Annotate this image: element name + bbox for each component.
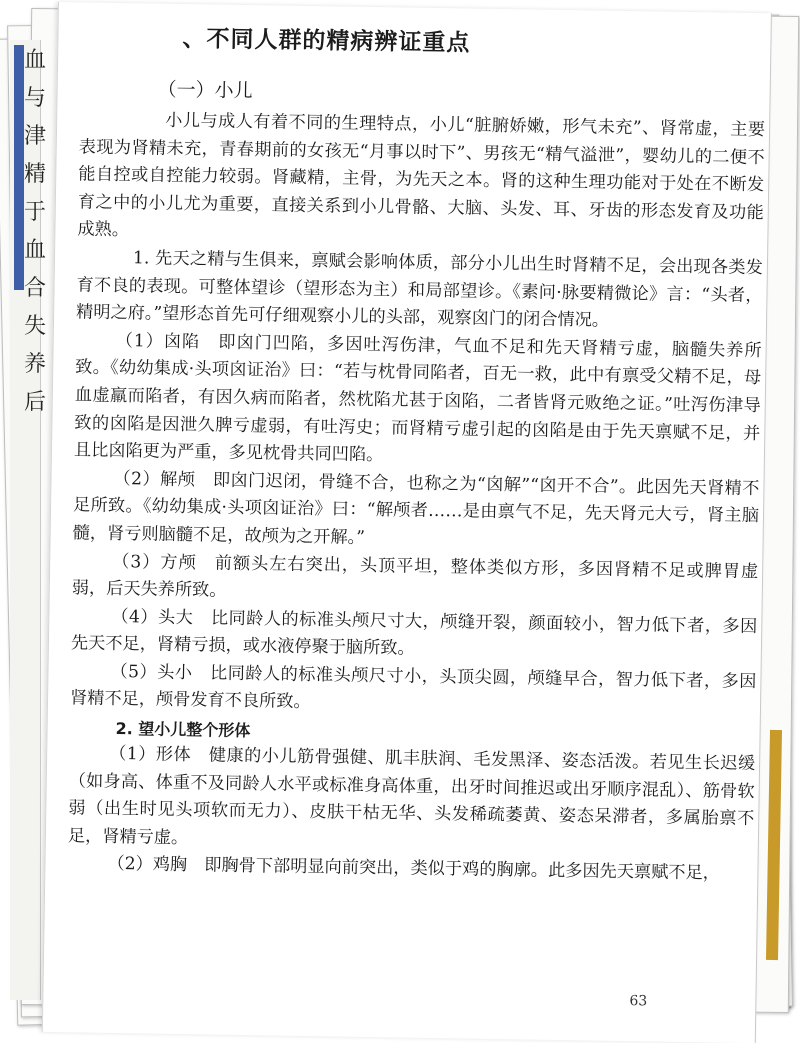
paragraph: （1）形体 健康的小儿筋骨强健、肌丰肤润、毛发黑泽、姿态活泼。若见生长迟缓（如身高、体重不及同龄人水平或标准身高体重，出牙时间推迟或出牙顺序混乱）、筋骨软弱（出生时见头项软而无力）、皮肤干枯无华、头发稀疏萎黄、姿态呆滞者，多属胎禀不足，肾精亏虚。 bbox=[67, 743, 756, 848]
book-edge-color bbox=[14, 45, 24, 290]
paragraph: （5）头小 比同龄人的标准头颅尺寸小，头顶尖圆，颅缝早合，智力低下者，多因肾精不足，颅骨发育不良所致。 bbox=[69, 661, 757, 713]
edge-text-line: 失养 bbox=[24, 314, 47, 377]
edge-text-line: 后 bbox=[24, 390, 47, 415]
paragraph: （3）方颅 前额头左右突出，头顶平坦，整体类似方形，多因肾精不足或脾胃虚弱，后天失养所致。 bbox=[71, 551, 759, 601]
edge-text-line: 血 bbox=[24, 48, 47, 73]
previous-page-edge-text bbox=[24, 42, 52, 422]
paragraph: 小儿与成人有着不同的生理特点，小儿“脏腑娇嫩，形气未充”、肾常虚，主要表现为肾精未充，青春期前的女孩无“月事以时下”、男孩无“精气溢泄”，婴幼儿的二便不能自控或自控能力较弱。肾藏精，主骨，为先天之本。肾的这种生理功能对于处在不断发育之中的小儿尤为重要，直接关系到小儿骨骼、大脑、头发、耳、牙齿的形态发育及功能成熟。 bbox=[77, 110, 766, 241]
edge-text-line: 血合 bbox=[24, 238, 47, 301]
chapter-heading: 、不同人群的精病辨证重点 bbox=[182, 25, 471, 57]
paragraph: （1）囟陷 即囟门凹陷，多因吐泻伤津，气血不足和先天肾精亏虚，脑髓失养所致。《幼幼集成·头项囟证治》曰：“若与枕骨同陷者，百无一救，此中有禀受父精不足，母血虚羸而陷者，有因久病而陷者，然枕陷尤甚于囟陷，二者皆肾元败绝之证。”吐泻伤津导致的囟陷是因泄久脾亏虚弱，有吐泻史；而肾精亏虚引起的囟陷是由于先天禀赋不足，并且比囟陷更为严重，多见枕骨共同凹陷。 bbox=[73, 330, 762, 466]
subsection-heading: 2. 望小儿整个形体 bbox=[115, 719, 251, 741]
paragraph: 1. 先天之精与生俱来，禀赋会影响体质，部分小儿出生时肾精不足，会出现各类发育不良的表现。可整体望诊（望形态为主）和局部望诊。《素问·脉要精微论》言：“头者，精明之府。”望形态首先可仔细观察小儿的头部，观察囟门的闭合情况。 bbox=[75, 248, 764, 331]
section-title: （一）小儿 bbox=[157, 78, 253, 103]
paragraph: （4）头大 比同龄人的标准头颅尺寸大，颅缝开裂，颜面较小，智力低下者，多因先天不足，肾精亏损，或水液停聚于脑所致。 bbox=[70, 606, 758, 659]
paragraph: （2）鸡胸 即胸骨下部明显向前突出，类似于鸡的胸廓。此多因先天禀赋不足， bbox=[107, 854, 721, 884]
page-number: 63 bbox=[629, 993, 648, 1010]
edge-text-line: 精于 bbox=[24, 162, 47, 225]
edge-text-line: 与津 bbox=[24, 86, 47, 149]
paragraph: （2）解颅 即囟门迟闭，骨缝不合，也称之为“囟解”“囟开不合”。此因先天肾精不足所致。《幼幼集成·头项囟证治》曰：“解颅者……是由禀气不足，先天肾元大亏，肾主脑髓，肾亏则脑髓不足，故颅为之开解。” bbox=[72, 468, 760, 548]
book-page bbox=[42, 2, 772, 1043]
page-content bbox=[67, 2, 767, 889]
